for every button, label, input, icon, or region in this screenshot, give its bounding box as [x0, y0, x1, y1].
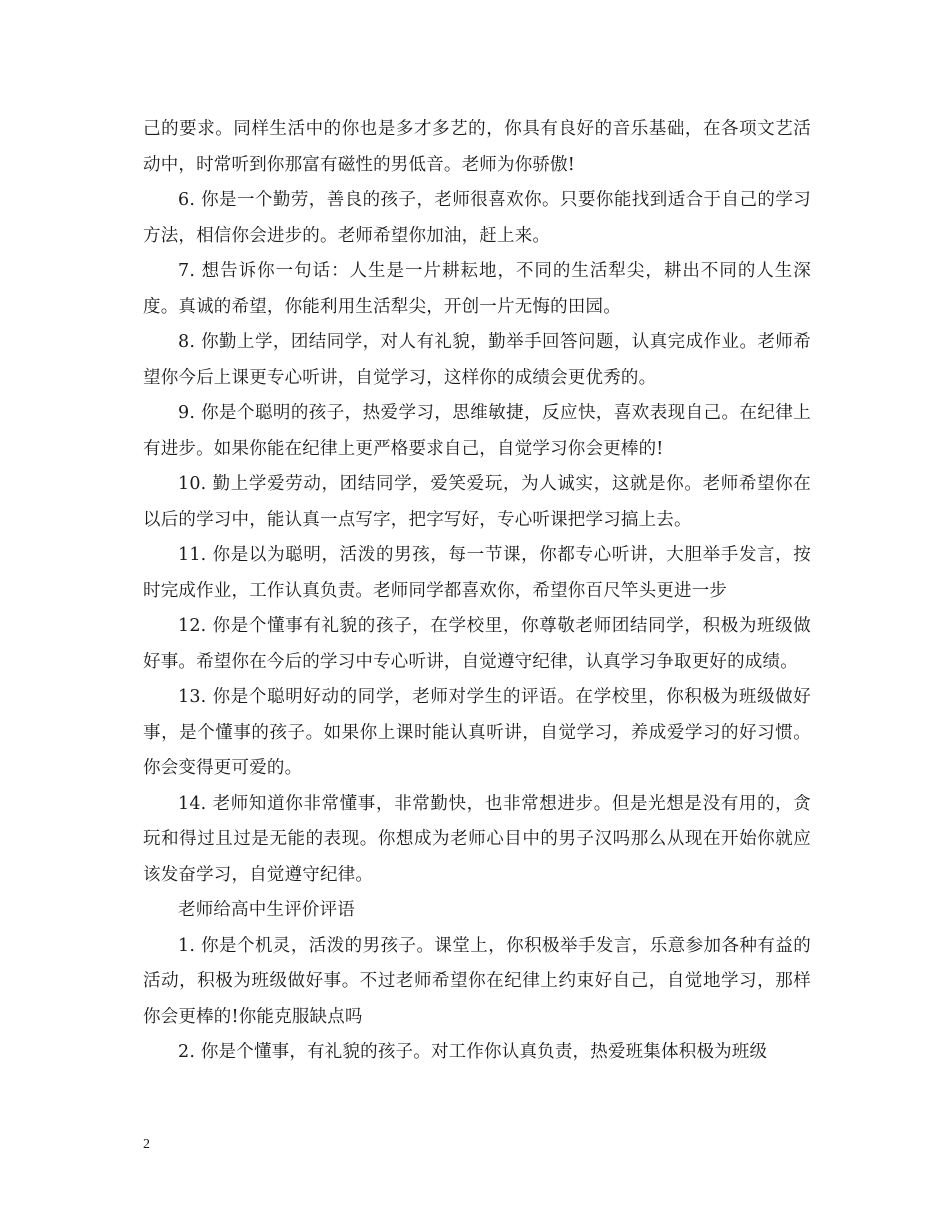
comment-item-2: 2. 你是个懂事，有礼貌的孩子。对工作你认真负责，热爱班集体积极为班级: [178, 1042, 768, 1062]
document-body: [143, 112, 811, 1071]
section-heading: 老师给高中生评价评语: [178, 900, 355, 920]
comment-item-10: 10. 勤上学爱劳动，团结同学，爱笑爱玩，为人诚实，这就是你。老师希望你在以后的学习中，能认真一点写字，把字写好，专心听课把学习搞上去。: [143, 474, 811, 530]
comment-item-14: 14. 老师知道你非常懂事，非常勤快，也非常想进步。但是光想是没有用的，贪玩和得过且过是无能的表现。你想成为老师心目中的男子汉吗那么从现在开始你就应该发奋学习，自觉遵守纪律。: [143, 793, 811, 885]
comment-item-12: 12. 你是个懂事有礼貌的孩子，在学校里，你尊敬老师团结同学，积极为班级做好事。希望你在今后的学习中专心听讲，自觉遵守纪律，认真学习争取更好的成绩。: [143, 616, 811, 672]
page-number: 2: [143, 1137, 150, 1152]
comment-item-8: 8. 你勤上学，团结同学，对人有礼貌，勤举手回答问题，认真完成作业。老师希望你今后上课更专心听讲，自觉学习，这样你的成绩会更优秀的。: [143, 332, 811, 388]
comment-item-6: 6. 你是一个勤劳，善良的孩子，老师很喜欢你。只要你能找到适合于自己的学习方法，相信你会进步的。老师希望你加油，赶上来。: [143, 190, 811, 246]
paragraph-continuation: 己的要求。同样生活中的你也是多才多艺的，你具有良好的音乐基础，在各项文艺活动中，时常听到你那富有磁性的男低音。老师为你骄傲!: [143, 119, 811, 175]
comment-item-9: 9. 你是个聪明的孩子，热爱学习，思维敏捷，反应快，喜欢表现自己。在纪律上有进步。如果你能在纪律上更严格要求自己，自觉学习你会更棒的!: [143, 403, 811, 459]
comment-item-11: 11. 你是以为聪明，活泼的男孩，每一节课，你都专心听讲，大胆举手发言，按时完成作业，工作认真负责。老师同学都喜欢你，希望你百尺竿头更进一步: [143, 545, 811, 601]
comment-item-7: 7. 想告诉你一句话：人生是一片耕耘地，不同的生活犁尖，耕出不同的人生深度。真诚的希望，你能利用生活犁尖，开创一片无悔的田园。: [143, 261, 811, 317]
comment-item-1: 1. 你是个机灵，活泼的男孩子。课堂上，你积极举手发言，乐意参加各种有益的活动，积极为班级做好事。不过老师希望你在纪律上约束好自己，自觉地学习，那样你会更棒的!你能克服缺点吗: [143, 935, 811, 1027]
comment-item-13: 13. 你是个聪明好动的同学，老师对学生的评语。在学校里，你积极为班级做好事，是个懂事的孩子。如果你上课时能认真听讲，自觉学习，养成爱学习的好习惯。你会变得更可爱的。: [143, 687, 811, 778]
